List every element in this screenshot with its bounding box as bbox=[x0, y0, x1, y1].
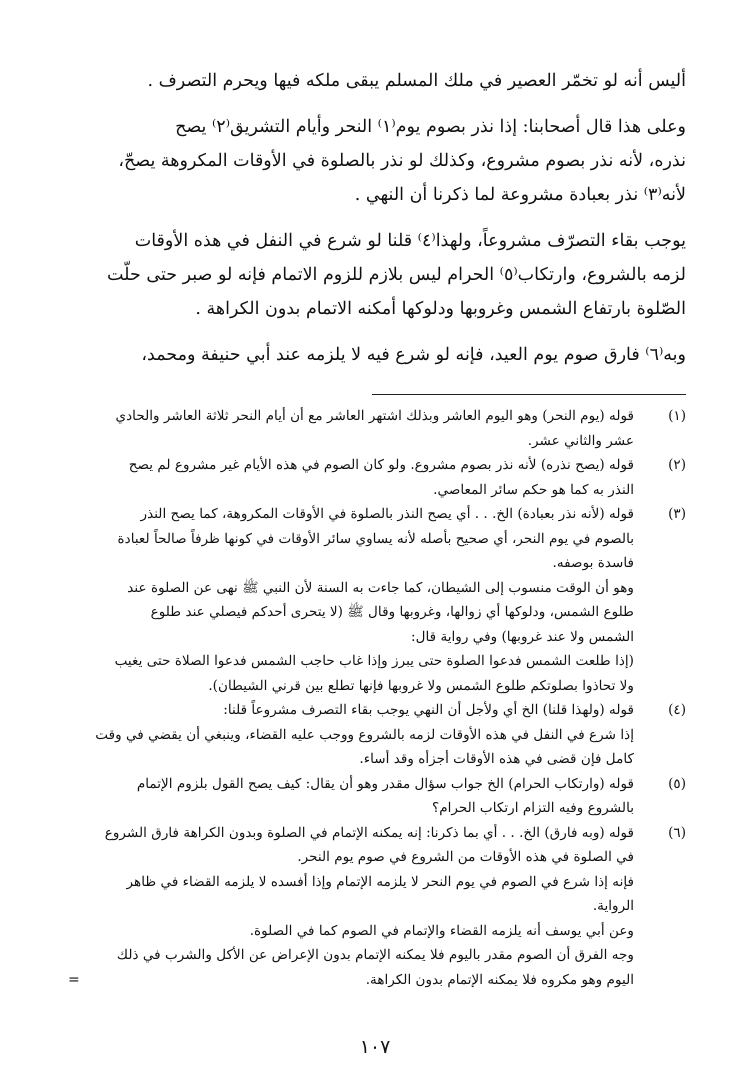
footnote-number: (٤) bbox=[668, 702, 686, 718]
footnote-line: وهو أن الوقت منسوب إلى الشيطان، كما جاءت به السنة لأن النبي ﷺ نهى عن الصلوة عند bbox=[127, 579, 634, 596]
footnote-separator bbox=[372, 394, 686, 395]
footnote-line: ولا تحاذوا بصلوتكم طلوع الشمس ولا غروبها فإنها تطلع بين قرني الشيطان). bbox=[208, 677, 634, 694]
footnote-line: قوله (لأنه نذر بعبادة) الخ. . . أي يصح النذر بالصلوة في الأوقات المكروهة، كما يصح النذر bbox=[140, 506, 634, 522]
footnote bbox=[60, 404, 686, 453]
text-line: نذره، لأنه نذر بصوم مشروع، وكذلك لو نذر بالصلوة في الأوقات المكروهة يصحّ، bbox=[118, 151, 686, 171]
footnote-line: فاسدة بوصفه. bbox=[552, 555, 634, 571]
text-line: وعلى هذا قال أصحابنا: إذا نذر بصوم يوم⁽١⁾ النحر وأيام التشريق⁽٢⁾ يصح bbox=[175, 117, 686, 137]
footnote-line: في الصلوة في هذه الأوقات من الشروع في صوم يوم النحر. bbox=[297, 849, 634, 865]
main-paragraph bbox=[60, 64, 686, 98]
continuation-mark: = bbox=[68, 972, 80, 988]
footnote-line: قوله (يوم النحر) وهو اليوم العاشر وبذلك اشتهر العاشر مع أن أيام النحر ثلاثة العاشر والحادي bbox=[115, 408, 634, 424]
footnote-line: اليوم وهو مكروه فلا يمكنه الإتمام بدون الكراهة. bbox=[365, 971, 634, 988]
footnote-line: وعن أبي يوسف أنه يلزمه القضاء والإتمام في الصوم كما في الصلوة. bbox=[249, 922, 634, 939]
main-paragraph bbox=[60, 224, 686, 326]
footnote-line: طلوع الشمس، ودلوكها أي زوالها، وغروبها وقال ﷺ (لا يتحرى أحدكم فيصلي عند طلوع bbox=[150, 604, 634, 620]
footnote-line: إذا شرع في النفل في هذه الأوقات لزمه بالشروع ووجب عليه القضاء، وينبغي أن يقضي في وقت bbox=[95, 726, 634, 743]
text-line: وبه⁽٦⁾ فارق صوم يوم العيد، فإنه لو شرع فيه لا يلزمه عند أبي حنيفة ومحمد، bbox=[141, 345, 686, 365]
main-paragraph bbox=[60, 110, 686, 212]
main-text bbox=[60, 64, 686, 384]
footnote-number: (١) bbox=[668, 408, 686, 424]
text-line: لأنه⁽٣⁾ نذر بعبادة مشروعة لما ذكرنا أن النهي . bbox=[354, 185, 686, 205]
footnote bbox=[60, 821, 686, 993]
footnote-line: بالصوم في يوم النحر، أي صحيح بأصله لأنه يساوي سائر الأوقات في كونها ظرفاً صالحاً لعبادة bbox=[117, 530, 634, 547]
footnote bbox=[60, 772, 686, 821]
footnote-line: قوله (يصح نذره) لأنه نذر بصوم مشروع. ولو كان الصوم في هذه الأيام غير مشروع لم يصح bbox=[128, 457, 634, 473]
main-paragraph bbox=[60, 338, 686, 372]
footnote-line: قوله (ولهذا قلنا) الخ أي ولأجل أن النهي يوجب بقاء التصرف مشروعاً قلنا: bbox=[223, 702, 634, 718]
text-line: يوجب بقاء التصرّف مشروعاً، ولهذا⁽٤⁾ قلنا لو شرع في النفل في هذه الأوقات bbox=[134, 231, 686, 251]
footnote-line: النذر به كما هو حكم سائر المعاصي. bbox=[433, 481, 634, 498]
footnote-line: بالشروع وفيه التزام ارتكاب الحرام؟ bbox=[432, 800, 634, 816]
footnote bbox=[60, 698, 686, 772]
text-line: الصّلوة بارتفاع الشمس وغروبها ودلوكها أمكنه الاتمام بدون الكراهة . bbox=[195, 299, 686, 319]
footnote-line: عشر والثاني عشر. bbox=[527, 432, 634, 449]
text-line: أليس أنه لو تخمّر العصير في ملك المسلم يبقى ملكه فيها ويحرم التصرف . bbox=[147, 71, 686, 91]
footnote-line: وجه الفرق أن الصوم مقدر باليوم فلا يمكنه الإتمام بدون الإعراض عن الأكل والشرب في ذلك bbox=[116, 947, 634, 963]
footnote-number: (٣) bbox=[668, 506, 686, 522]
footnote-line: الرواية. bbox=[592, 898, 634, 914]
footnote-line: كامل فإن قضى في هذه الأوقات أجزأه وقد أساء. bbox=[359, 751, 634, 767]
footnote-line: قوله (وارتكاب الحرام) الخ جواب سؤال مقدر وهو أن يقال: كيف يصح القول بلزوم الإتمام bbox=[136, 775, 634, 792]
footnote-number: (٦) bbox=[668, 824, 686, 841]
footnotes bbox=[60, 404, 686, 992]
text-line: لزمه بالشروع، وارتكاب⁽٥⁾ الحرام ليس بلازم للزوم الاتمام فإنه لو صبر حتى حلّت bbox=[107, 265, 686, 285]
footnote-line: قوله (وبه فارق) الخ. . . أي بما ذكرنا: إنه يمكنه الإتمام في الصلوة وبدون الكراهة فارق الشروع bbox=[104, 824, 634, 841]
footnote bbox=[60, 453, 686, 502]
footnote-line: (إذا طلعت الشمس فدعوا الصلوة حتى يبرز وإذا غاب حاجب الشمس فدعوا الصلاة حتى يغيب bbox=[114, 653, 634, 669]
footnote-number: (٢) bbox=[668, 457, 686, 473]
footnote-line: فإنه إذا شرع في الصوم في يوم النحر لا يلزمه الإتمام وإذا أفسده لا يلزمه القضاء في ظاهر bbox=[126, 873, 634, 890]
footnote-line: الشمس ولا عند غروبها) وفي رواية قال: bbox=[411, 628, 634, 645]
footnote-number: (٥) bbox=[668, 775, 686, 792]
footnote bbox=[60, 502, 686, 698]
page-number: ١٠٧ bbox=[359, 1036, 391, 1058]
